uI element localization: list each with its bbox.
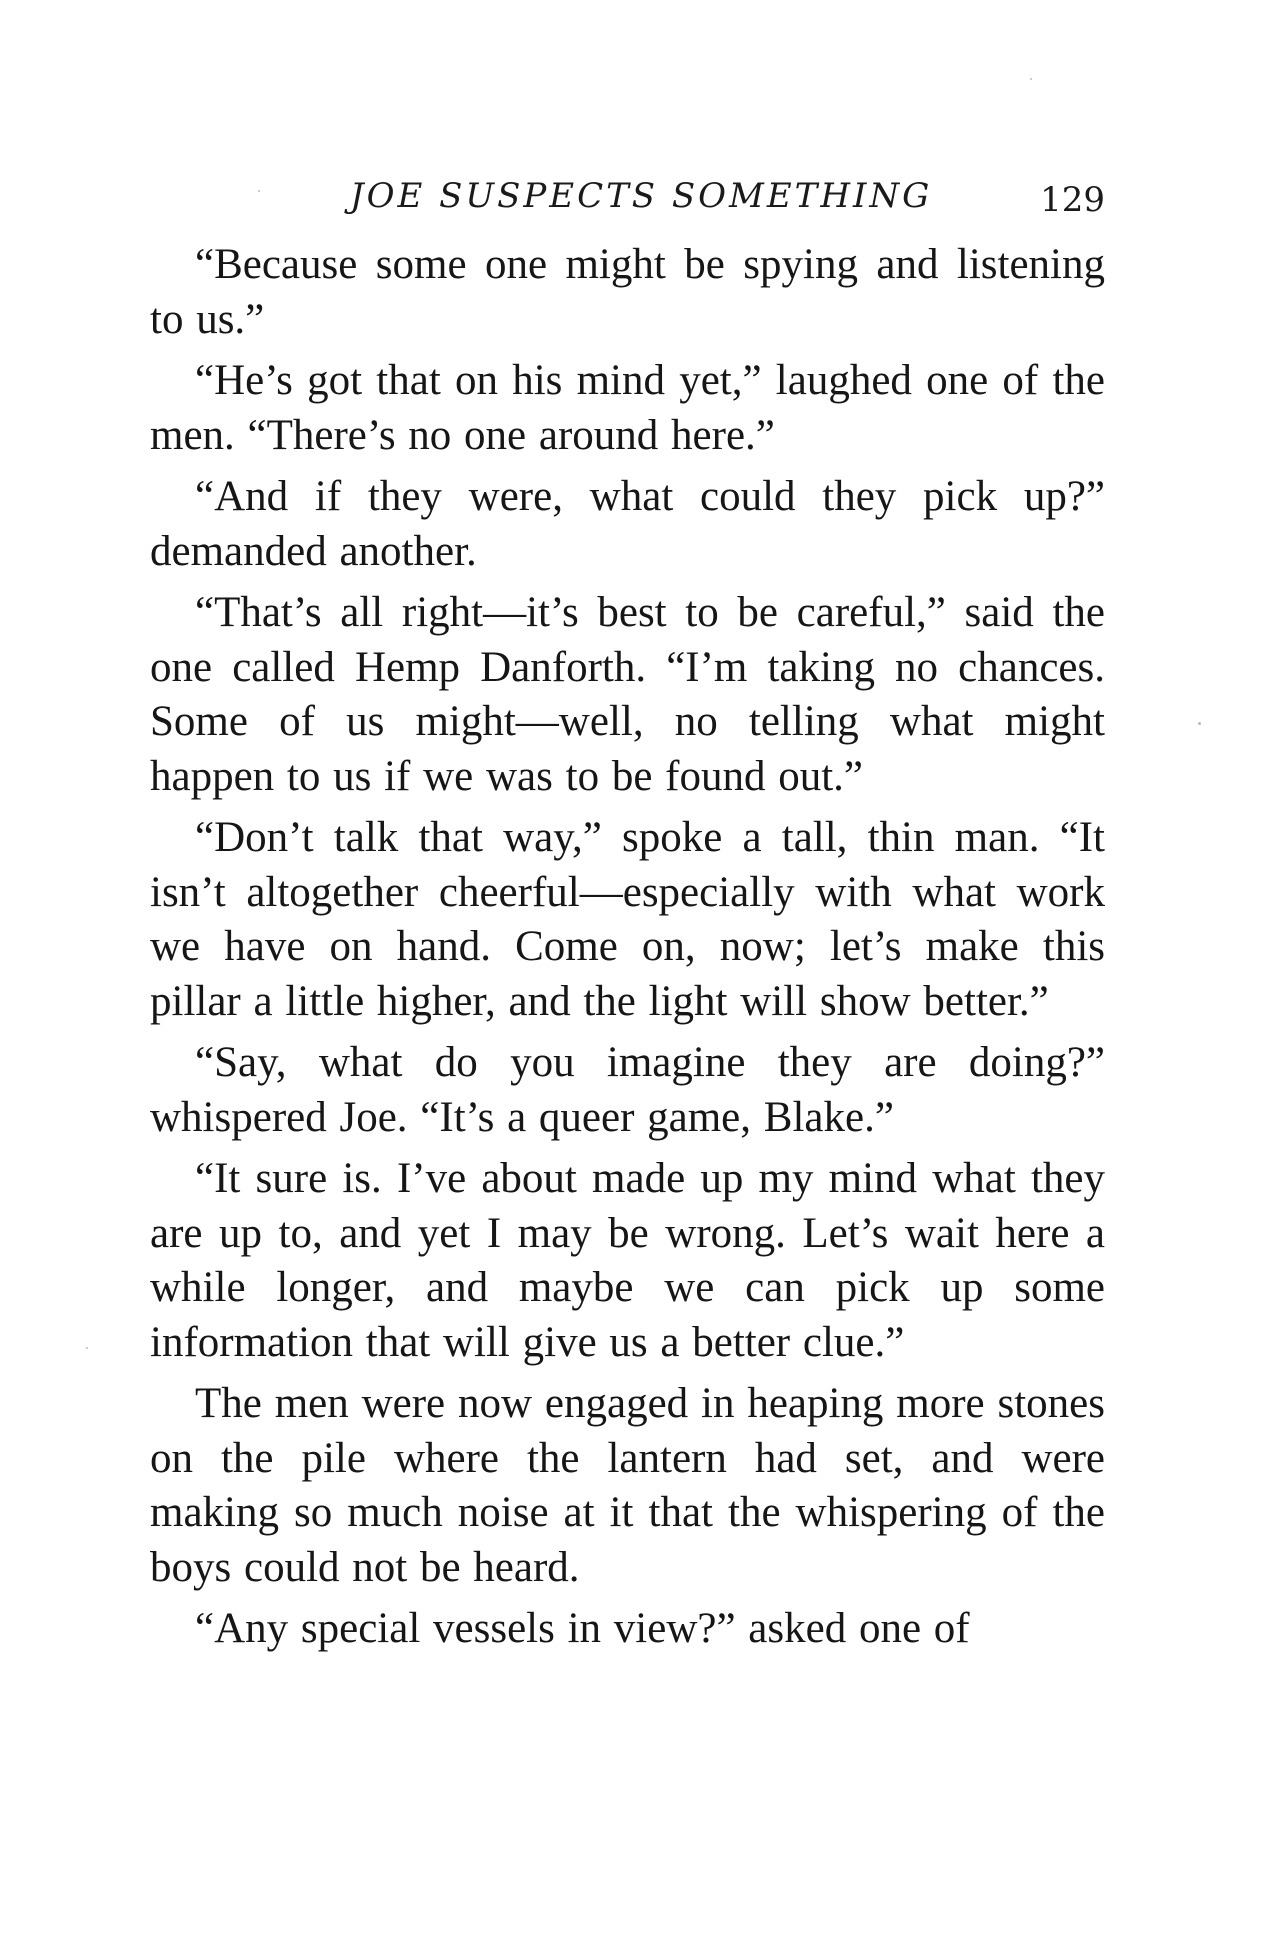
paragraph: “Any special vessels in view?” asked one of	[195, 1605, 970, 1652]
paragraph: “And if they were, what could they pick up?” demanded another.	[150, 473, 1105, 575]
paragraph: “Because some one might be spying and listening to us.”	[150, 241, 1105, 343]
running-head	[150, 172, 1105, 222]
paragraph: “He’s got that on his mind yet,” laughed one of the men. “There’s no one around here.”	[150, 357, 1105, 459]
paragraph: “It sure is. I’ve about made up my mind what they are up to, and yet I may be wrong. Let’s wait here a while longer, and maybe we can pick up some information that will give us a better clue.”	[150, 1155, 1105, 1366]
paper-speck	[1030, 78, 1032, 80]
paragraph: The men were now engaged in heaping more stones on the pile where the lantern had set, and were making so much noise at it that the whispering of the boys could not be heard.	[150, 1380, 1105, 1591]
body-text	[150, 238, 1105, 1657]
running-title: JOE SUSPECTS SOMETHING	[350, 176, 933, 216]
paragraph: “Say, what do you imagine they are doing?” whispered Joe. “It’s a queer game, Blake.”	[150, 1039, 1105, 1141]
paragraph: “That’s all right—it’s best to be careful,” said the one called Hemp Danforth. “I’m taking no chances. Some of us might—well, no telling what might happen to us if we was to be found out.”	[150, 589, 1105, 800]
paper-speck	[86, 1347, 88, 1349]
paragraph: “Don’t talk that way,” spoke a tall, thin man. “It isn’t altogether cheerful—especially with what work we have on hand. Come on, now; let’s make this pillar a little higher, and the light will show better.”	[150, 814, 1105, 1025]
paper-speck	[258, 190, 260, 192]
page-number: 129	[1040, 180, 1105, 220]
paper-speck	[1198, 722, 1201, 725]
